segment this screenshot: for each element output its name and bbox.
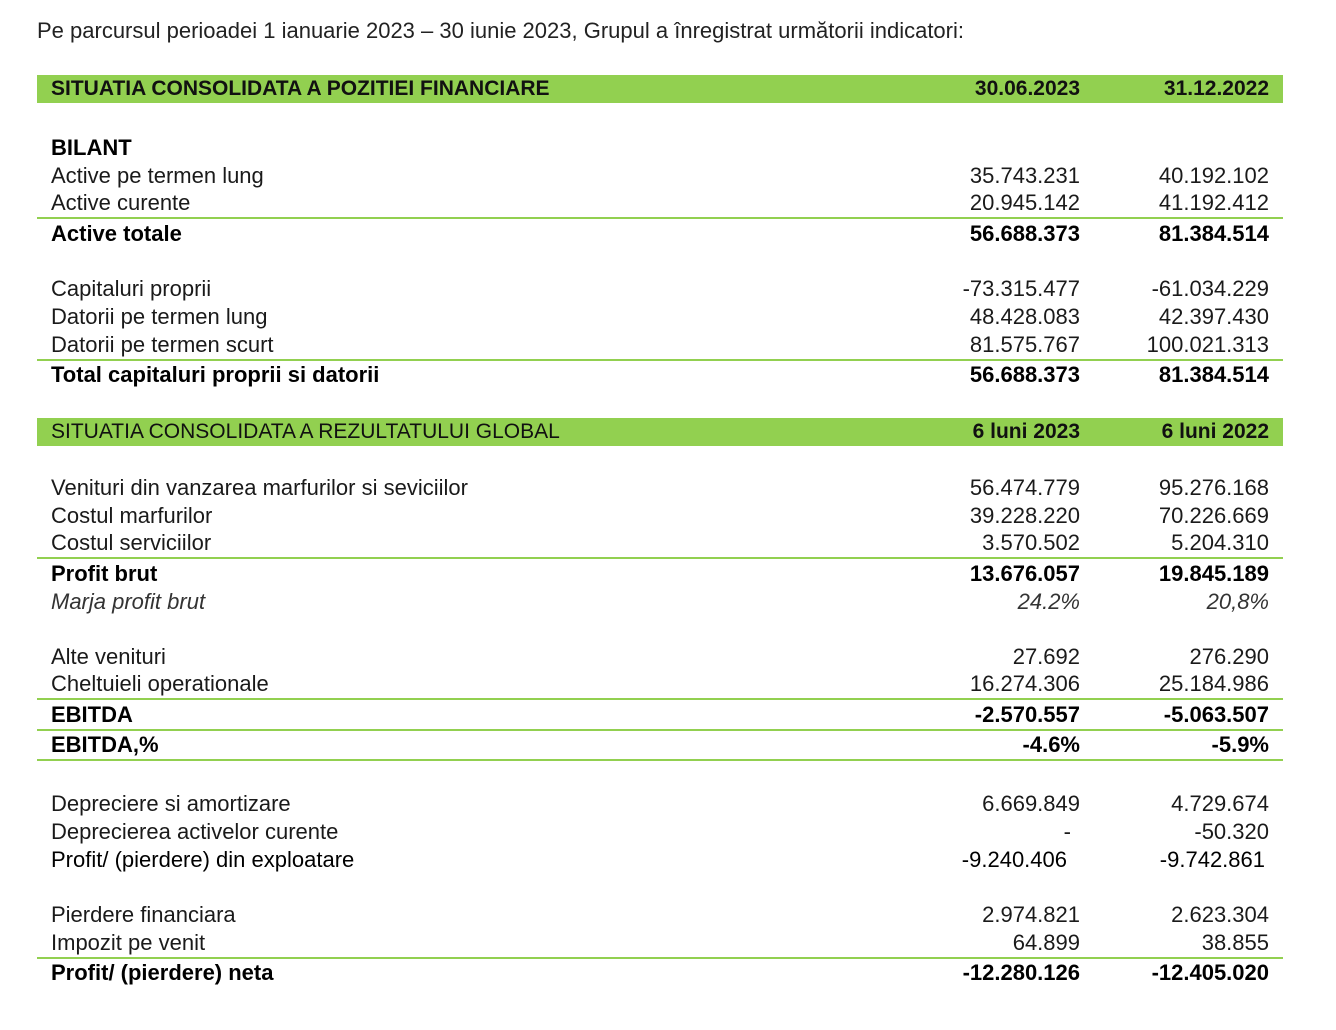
table-row — [37, 901, 1283, 929]
income-statement-header — [37, 418, 1283, 446]
row-value-col2: 25.184.986 — [1158, 671, 1269, 696]
row-value-col1: -4.6% — [1022, 732, 1080, 757]
row-value-col2: 42.397.430 — [1158, 304, 1269, 329]
row-value-col1: -2.570.557 — [974, 702, 1080, 727]
row-label: Marja profit brut — [51, 589, 206, 614]
row-value-col2: 4.729.674 — [1171, 791, 1269, 816]
row-value-col1: 81.575.767 — [969, 332, 1080, 357]
row-label: Profit brut — [51, 561, 158, 586]
income-statement-title: SITUATIA CONSOLIDATA A REZULTATULUI GLOBAL — [51, 420, 560, 443]
row-label: Active totale — [51, 221, 182, 246]
row-value-col1: 2.974.821 — [982, 902, 1080, 927]
row-value-col1: 39.228.220 — [969, 503, 1080, 528]
table-row — [37, 643, 1283, 671]
row-label: Depreciere si amortizare — [51, 791, 291, 816]
row-value-col2: 5.204.310 — [1171, 530, 1269, 555]
row-label: Alte venituri — [51, 644, 166, 669]
row-label: Impozit pe venit — [51, 930, 206, 955]
row-value-col2: -61.034.229 — [1151, 276, 1269, 301]
row-value-col2: -12.405.020 — [1151, 960, 1269, 985]
income-statement-col1-header: 6 luni 2023 — [972, 420, 1080, 443]
row-label: Total capitaluri proprii si datorii — [51, 362, 380, 387]
row-value-col2: 100.021.313 — [1146, 332, 1269, 357]
row-value-col1: 56.688.373 — [969, 362, 1080, 387]
row-value-col2: 19.845.189 — [1158, 561, 1269, 586]
table-row — [37, 331, 1283, 361]
row-value-col1: - — [1063, 819, 1071, 844]
row-label: Profit/ (pierdere) neta — [51, 960, 274, 985]
row-value-col1: -9.240.406 — [961, 847, 1067, 872]
row-value-col1: 6.669.849 — [982, 791, 1080, 816]
row-value-col2: -5.063.507 — [1163, 702, 1269, 727]
row-value-col2: 81.384.514 — [1158, 221, 1269, 246]
row-value-col1: 48.428.083 — [969, 304, 1080, 329]
row-label: Costul marfurilor — [51, 503, 213, 528]
row-value-col2: 41.192.412 — [1158, 190, 1269, 215]
row-label: Capitaluri proprii — [51, 276, 212, 301]
row-value-col2: 276.290 — [1189, 644, 1269, 669]
row-label: Venituri din vanzarea marfurilor si seviciilor — [51, 475, 468, 500]
row-value-col2: 81.384.514 — [1158, 362, 1269, 387]
table-row-total — [37, 731, 1283, 761]
intro-text: Pe parcursul perioadei 1 ianuarie 2023 – 30 iunie 2023, Grupul a înregistrat următorii indicatori: — [37, 18, 964, 43]
table-row-total — [37, 361, 1283, 389]
table-row-total — [37, 560, 1283, 588]
row-value-col1: 24.2% — [1017, 589, 1080, 614]
row-value-col1: 27.692 — [1012, 644, 1080, 669]
row-value-col1: 56.688.373 — [969, 221, 1080, 246]
table-row — [37, 189, 1283, 219]
row-value-col2: 20,8% — [1206, 589, 1269, 614]
row-value-col2: 38.855 — [1201, 930, 1269, 955]
row-label: EBITDA — [51, 702, 133, 727]
row-value-col2: 2.623.304 — [1171, 902, 1269, 927]
balance-sheet-col2-header: 31.12.2022 — [1163, 77, 1269, 100]
row-value-col1: 35.743.231 — [969, 163, 1080, 188]
balance-sheet-header — [37, 75, 1283, 103]
income-statement-col2-header: 6 luni 2022 — [1161, 420, 1269, 443]
row-label: Cheltuieli operationale — [51, 671, 269, 696]
row-label: Costul serviciilor — [51, 530, 212, 555]
row-label: Deprecierea activelor curente — [51, 819, 339, 844]
table-row-total — [37, 220, 1283, 248]
table-row-total — [37, 959, 1283, 987]
table-row-margin — [37, 588, 1283, 616]
row-value-col2: -50.320 — [1194, 819, 1269, 844]
section-title-bilant — [37, 134, 1283, 162]
table-row — [37, 529, 1283, 559]
balance-sheet-col1-header: 30.06.2023 — [974, 77, 1080, 100]
row-value-col2: 95.276.168 — [1158, 475, 1269, 500]
table-row — [37, 846, 1283, 874]
row-value-col2: 40.192.102 — [1158, 163, 1269, 188]
table-row — [37, 502, 1283, 530]
row-value-col2: -9.742.861 — [1159, 847, 1265, 872]
row-value-col1: -73.315.477 — [962, 276, 1080, 301]
row-value-col1: 56.474.779 — [969, 475, 1080, 500]
table-row — [37, 303, 1283, 331]
table-row — [37, 474, 1283, 502]
row-value-col1: 16.274.306 — [969, 671, 1080, 696]
table-row — [37, 929, 1283, 959]
row-value-col1: 3.570.502 — [982, 530, 1080, 555]
row-label: EBITDA,% — [51, 732, 159, 757]
table-row — [37, 670, 1283, 700]
table-row-total — [37, 701, 1283, 731]
row-label: Datorii pe termen lung — [51, 304, 268, 329]
table-row — [37, 818, 1283, 846]
balance-sheet-title: SITUATIA CONSOLIDATA A POZITIEI FINANCIARE — [51, 77, 550, 100]
row-value-col2: -5.9% — [1211, 732, 1269, 757]
section-title: BILANT — [51, 135, 132, 160]
row-label: Pierdere financiara — [51, 902, 236, 927]
row-value-col1: 20.945.142 — [969, 190, 1080, 215]
row-label: Active pe termen lung — [51, 163, 264, 188]
row-label: Datorii pe termen scurt — [51, 332, 274, 357]
row-value-col1: -12.280.126 — [962, 960, 1080, 985]
table-row — [37, 162, 1283, 190]
row-value-col1: 13.676.057 — [969, 561, 1080, 586]
table-row — [37, 275, 1283, 303]
row-value-col1: 64.899 — [1012, 930, 1080, 955]
row-label: Active curente — [51, 190, 191, 215]
table-row — [37, 790, 1283, 818]
row-value-col2: 70.226.669 — [1158, 503, 1269, 528]
row-label: Profit/ (pierdere) din exploatare — [51, 847, 355, 872]
